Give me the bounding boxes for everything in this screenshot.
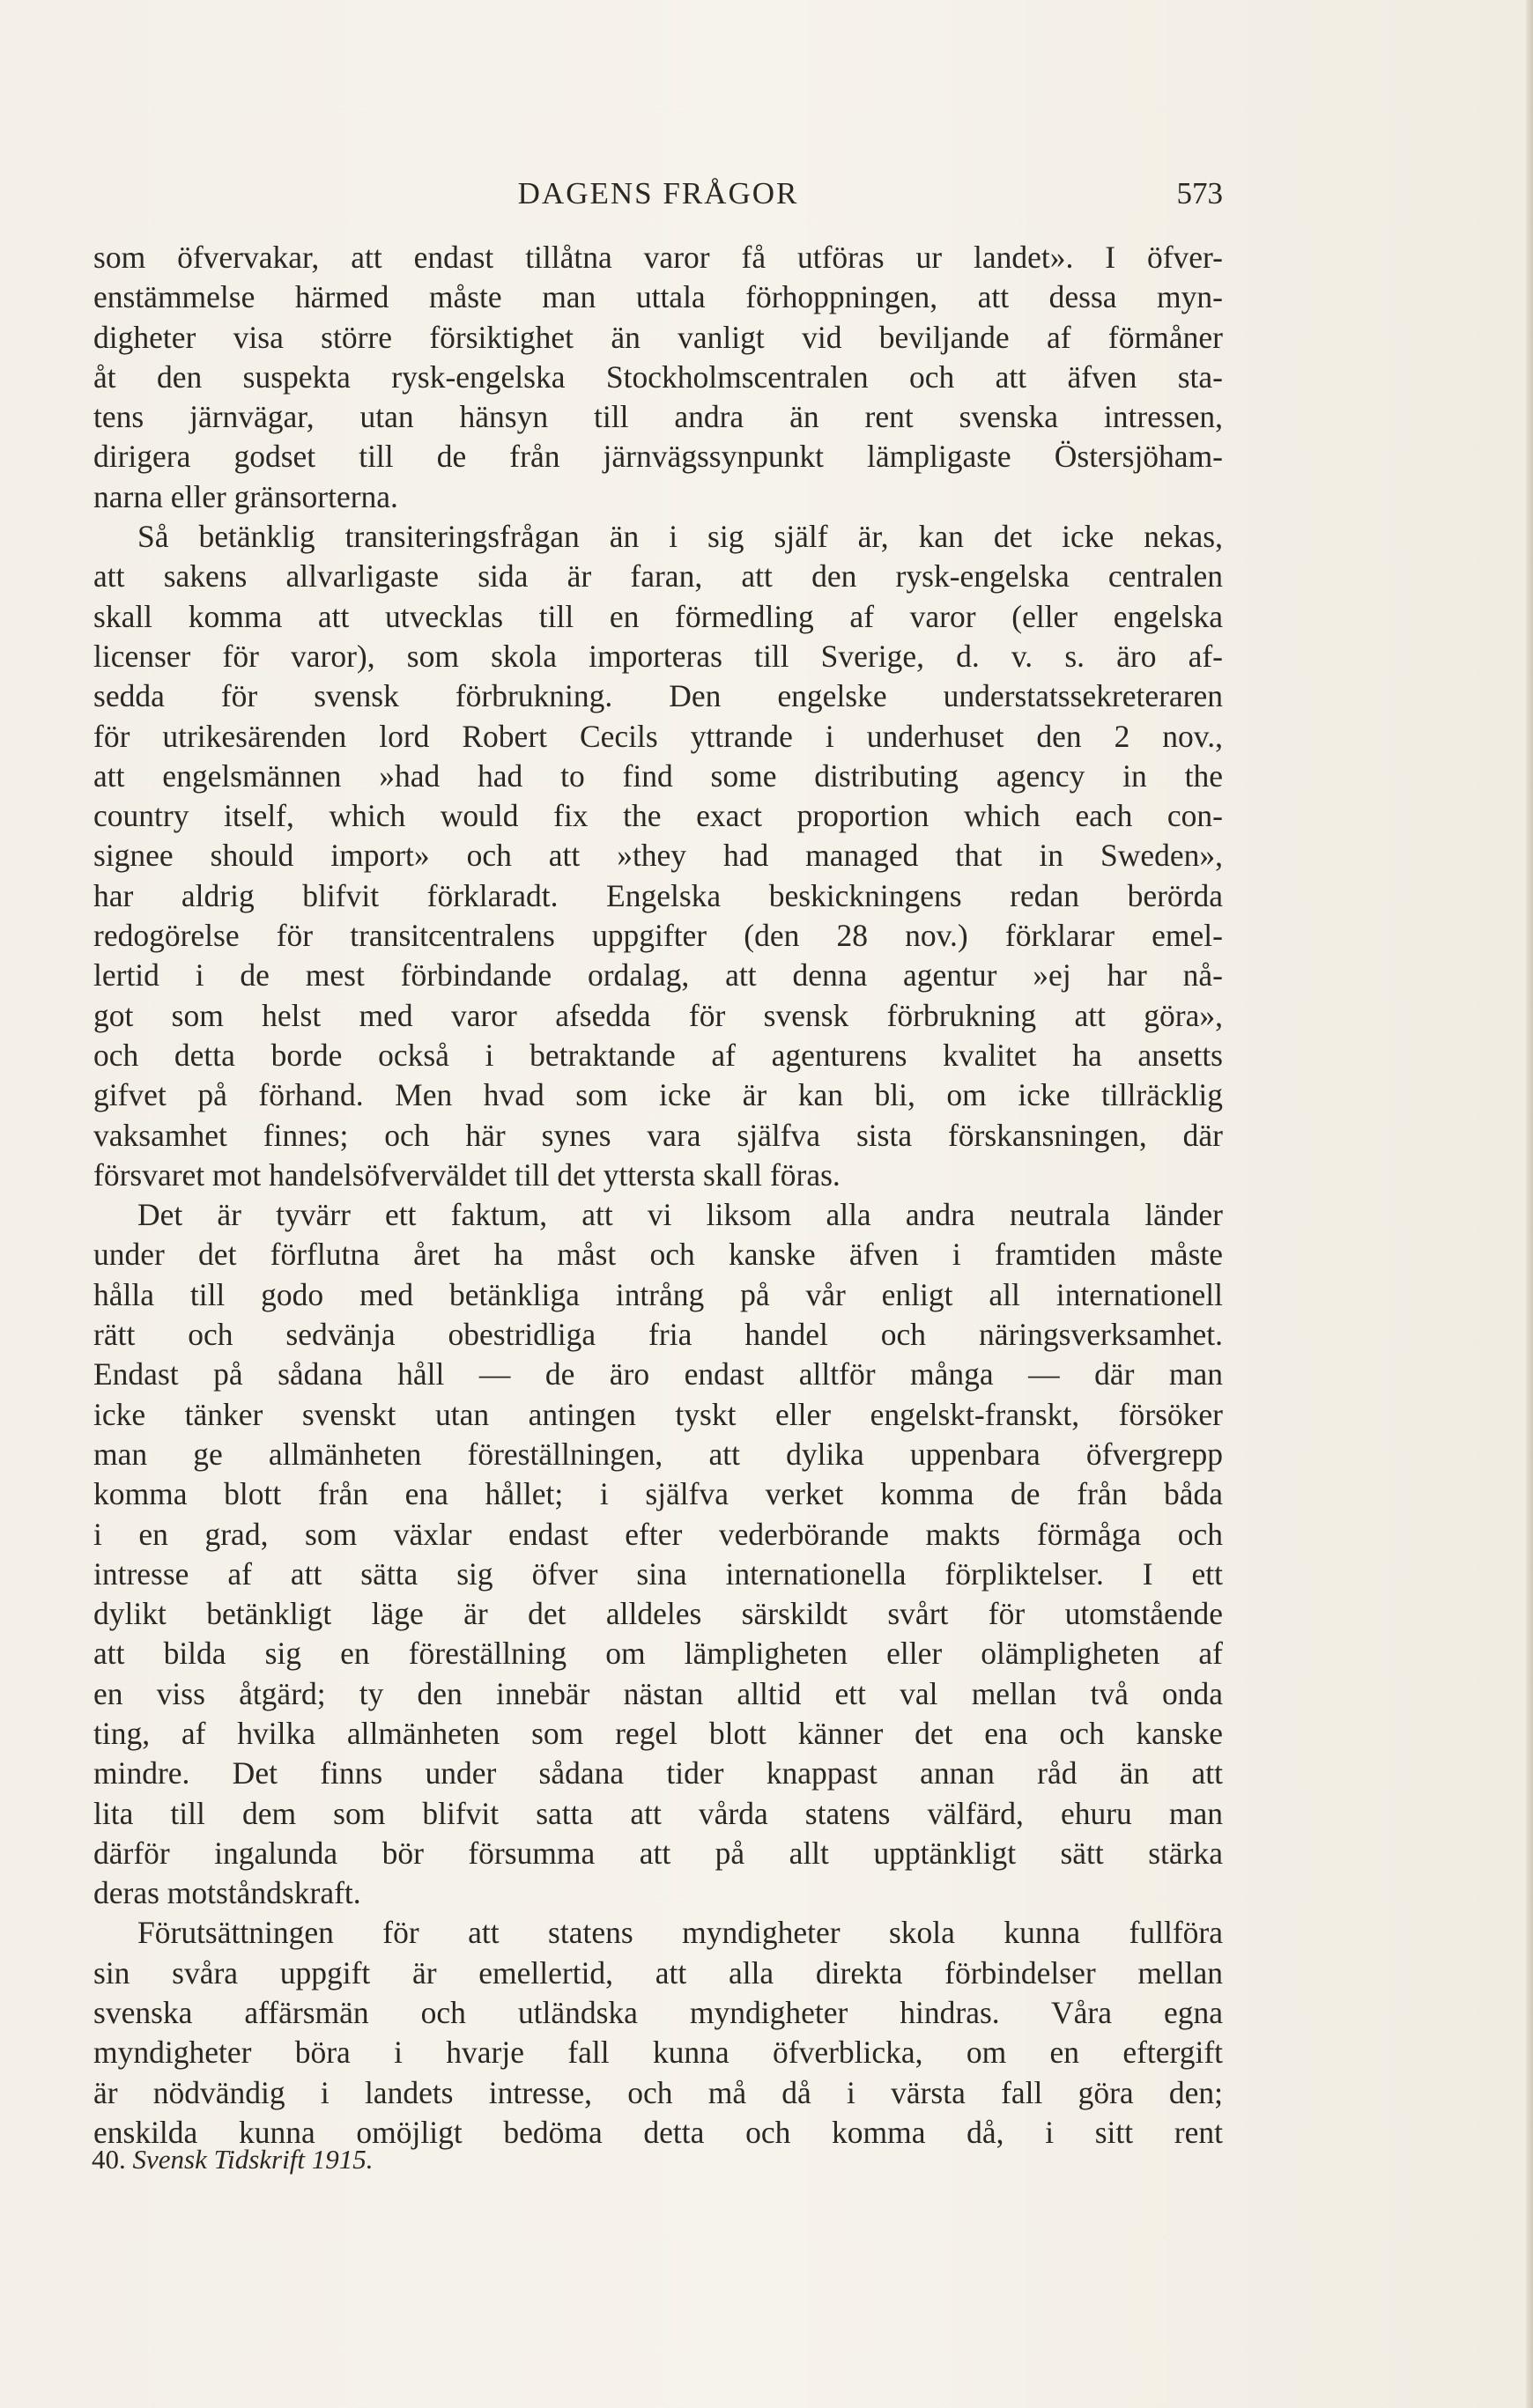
text-line: licenser för varor), som skola importeras till Sverige, d. v. s. äro af- [93, 638, 1223, 674]
signature-number: 40. [92, 2144, 126, 2175]
footer-signature [92, 2144, 373, 2175]
text-line: vaksamhet finnes; och här synes vara själfva sista förskansningen, där [93, 1117, 1223, 1153]
text-line: under det förflutna året ha måst och kanske äfven i framtiden måste [93, 1237, 1223, 1273]
text-line: att sakens allvarligaste sida är faran, att den rysk-engelska centralen [93, 558, 1223, 595]
text-line: för utrikesärenden lord Robert Cecils yttrande i underhuset den 2 nov., [93, 718, 1223, 754]
text-line: skall komma att utvecklas till en förmedling af varor (eller engelska [93, 598, 1223, 634]
text-line: sin svåra uppgift är emellertid, att alla direkta förbindelser mellan [93, 1954, 1223, 1991]
text-line: svenska affärsmän och utländska myndigheter hindras. Våra egna [93, 1995, 1223, 2031]
text-line: Det är tyvärr ett faktum, att vi liksom alla andra neutrala länder [137, 1197, 1223, 1233]
text-line: dirigera godset till de från järnvägssynpunkt lämpligaste Östersjöham- [93, 439, 1223, 475]
text-line: Förutsättningen för att statens myndigheter skola kunna fullföra [137, 1915, 1223, 1951]
text-line: narna eller gränsorterna. [93, 478, 398, 514]
text-line: digheter visa större försiktighet än vanligt vid beviljande af förmåner [93, 319, 1223, 355]
text-line: country itself, which would fix the exact proportion which each con- [93, 798, 1223, 834]
text-line: sedda för svensk förbrukning. Den engelske understatssekreteraren [93, 678, 1223, 714]
text-line: försvaret mot handelsöfverväldet till det yttersta skall föras. [93, 1156, 841, 1193]
text-line: hålla till godo med betänkliga intrång på vår enligt all internationell [93, 1276, 1223, 1312]
running-header [93, 176, 1223, 220]
text-line: got som helst med varor afsedda för svensk förbrukning att göra», [93, 997, 1223, 1033]
text-line: lertid i de mest förbindande ordalag, att denna agentur »ej har nå- [93, 957, 1223, 993]
text-line: enstämmelse härmed måste man uttala förhoppningen, att dessa myn- [93, 279, 1223, 315]
text-line: Endast på sådana håll — de äro endast alltför många — där man [93, 1356, 1223, 1392]
page-number: 573 [1176, 176, 1223, 211]
running-title: DAGENS FRÅGOR [517, 176, 799, 211]
text-line: deras motståndskraft. [93, 1875, 361, 1911]
text-line: signee should import» och att »they had managed that in Sweden», [93, 838, 1223, 874]
text-line: intresse af att sätta sig öfver sina internationella förpliktelser. I ett [93, 1555, 1223, 1592]
text-line: som öfvervakar, att endast tillåtna varor få utföras ur landet». I öfver- [93, 240, 1223, 275]
text-line: en viss åtgärd; ty den innebär nästan alltid ett val mellan två onda [93, 1675, 1223, 1711]
body-text [93, 238, 1223, 2153]
text-line: att bilda sig en föreställning om lämpligheten eller olämpligheten af [93, 1636, 1223, 1672]
text-line: man ge allmänheten föreställningen, att dylika uppenbara öfvergrepp [93, 1436, 1223, 1472]
text-line: dylikt betänkligt läge är det alldeles särskildt svårt för utomstående [93, 1596, 1223, 1632]
text-line: Så betänklig transiteringsfrågan än i sig själf är, kan det icke nekas, [137, 519, 1223, 555]
text-line: gifvet på förhand. Men hvad som icke är kan bli, om icke tillräcklig [93, 1077, 1223, 1113]
text-line: icke tänker svenskt utan antingen tyskt eller engelskt-franskt, försöker [93, 1396, 1223, 1432]
text-line: redogörelse för transitcentralens uppgifter (den 28 nov.) förklarar emel- [93, 918, 1223, 954]
journal-name: Svensk Tidskrift 1915. [132, 2144, 374, 2175]
page-edge [1526, 0, 1533, 2408]
text-line: ting, af hvilka allmänheten som regel blott känner det ena och kanske [93, 1715, 1223, 1751]
text-line: enskilda kunna omöjligt bedöma detta och komma då, i sitt rent [93, 2114, 1223, 2150]
text-line: har aldrig blifvit förklaradt. Engelska beskickningens redan berörda [93, 877, 1223, 913]
text-line: i en grad, som växlar endast efter vederbörande makts förmåga och [93, 1516, 1223, 1552]
text-line: att engelsmännen »had had to find some distributing agency in the [93, 757, 1223, 794]
text-line: myndigheter böra i hvarje fall kunna öfverblicka, om en eftergift [93, 2035, 1223, 2071]
text-line: därför ingalunda bör försumma att på allt upptänkligt sätt stärka [93, 1835, 1223, 1871]
text-line: är nödvändig i landets intresse, och må då i värsta fall göra den; [93, 2074, 1223, 2110]
text-line: komma blott från ena hållet; i själfva verket komma de från båda [93, 1476, 1223, 1512]
text-line: lita till dem som blifvit satta att vårda statens välfärd, ehuru man [93, 1795, 1223, 1831]
text-line: och detta borde också i betraktande af agenturens kvalitet ha ansetts [93, 1037, 1223, 1073]
text-line: rätt och sedvänja obestridliga fria handel och näringsverksamhet. [93, 1317, 1223, 1353]
text-line: tens järnvägar, utan hänsyn till andra än rent svenska intressen, [93, 399, 1223, 435]
text-line: mindre. Det finns under sådana tider knappast annan råd än att [93, 1755, 1223, 1791]
text-line: åt den suspekta rysk-engelska Stockholmscentralen och att äfven sta- [93, 358, 1223, 395]
